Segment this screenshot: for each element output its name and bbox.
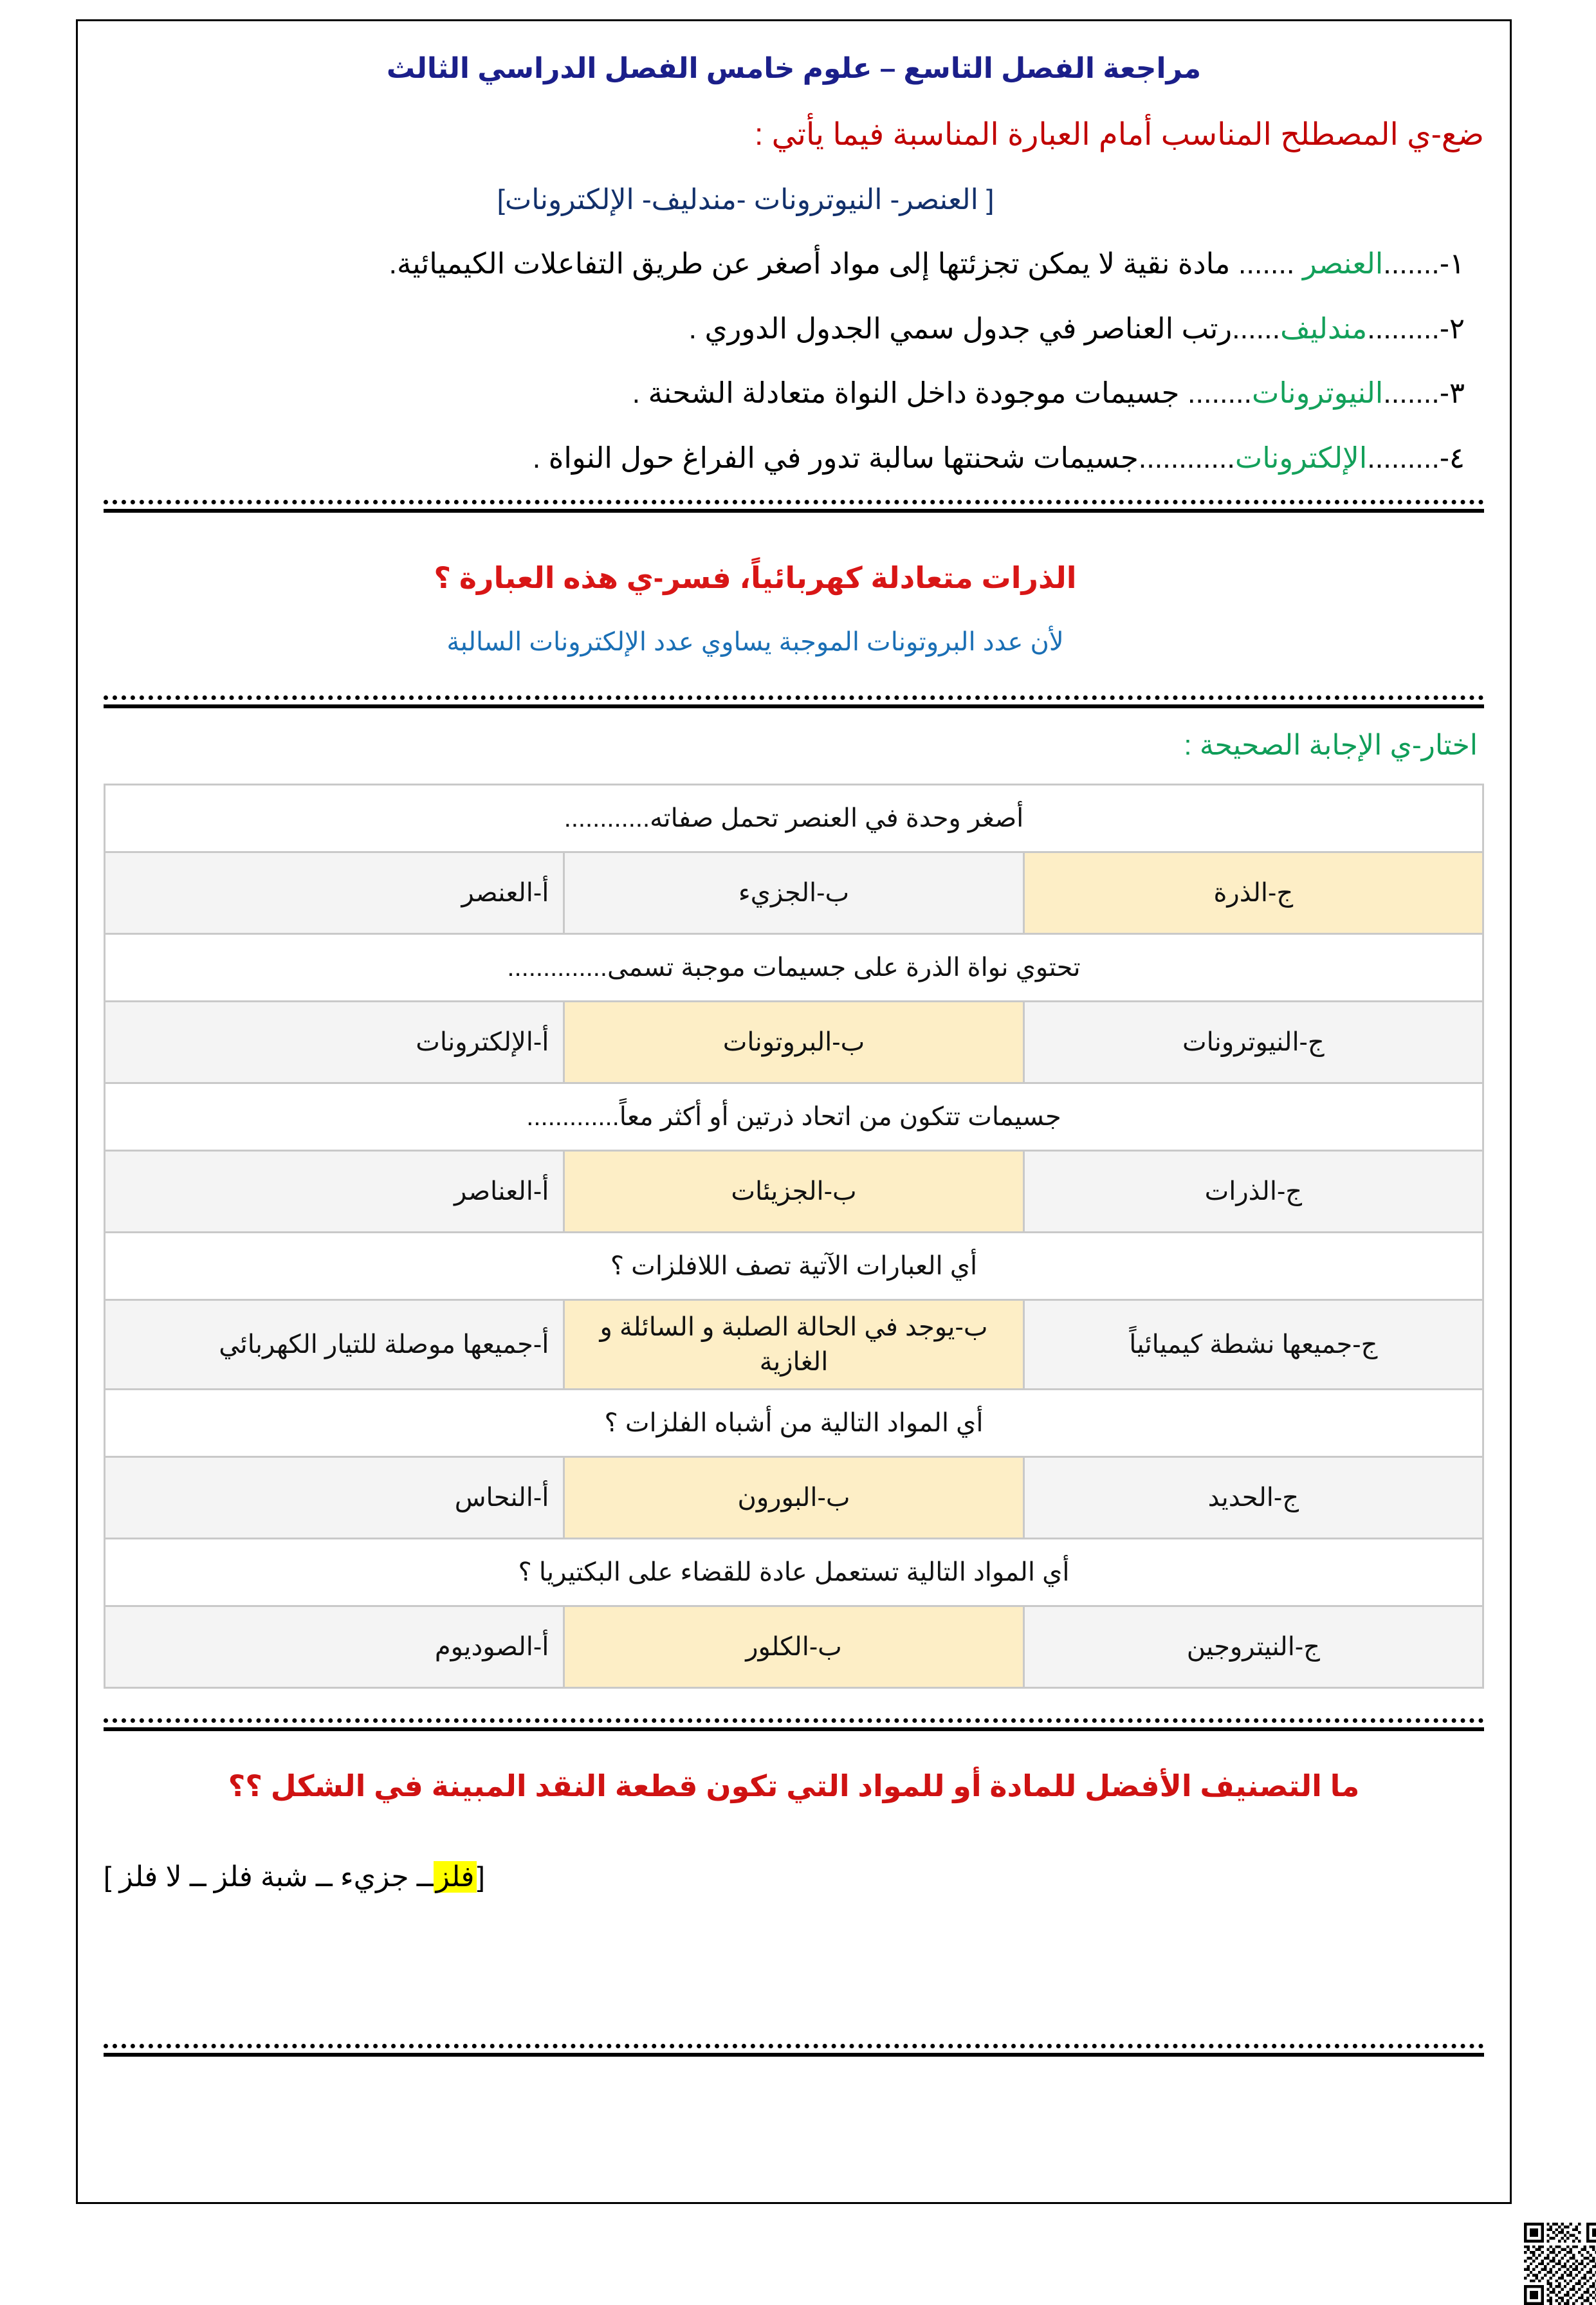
item-4-text: جسيمات شحنتها سالبة تدور في الفراغ حول النواة . <box>532 441 1139 475</box>
mcq-option-6-c[interactable]: ج-النيتروجين <box>1023 1606 1483 1687</box>
separator-4-solid <box>104 2053 1484 2057</box>
separator-1-solid <box>104 509 1484 513</box>
item-1-lead-dots: ....... <box>1383 246 1440 280</box>
item-1-number: ١- <box>1439 246 1465 280</box>
mcq-option-1-a[interactable]: أ-العنصر <box>105 852 564 933</box>
item-3-text: جسيمات موجودة داخل النواة متعادلة الشحنة . <box>632 376 1188 410</box>
section1-instruction: ضع-ي المصطلح المناسب أمام العبارة المناسبة فيما يأتي : <box>755 117 1484 152</box>
mcq-option-3-c[interactable]: ج-الذرات <box>1023 1150 1483 1232</box>
separator-4 <box>104 2044 1484 2058</box>
qr-code-icon <box>1524 2223 1596 2305</box>
mcq-option-3-a[interactable]: أ-العناصر <box>105 1150 564 1232</box>
item-4-answer: الإلكترونات <box>1234 441 1368 475</box>
table-row <box>105 1150 1483 1232</box>
final-choice-selected[interactable]: فلز <box>434 1861 477 1893</box>
item-4-number: ٤- <box>1439 441 1465 475</box>
mcq-option-5-a[interactable]: أ-النحاس <box>105 1456 564 1538</box>
final-choices-rest: ــ جزيء ــ شبة فلز ــ لا فلز ] <box>104 1861 434 1893</box>
mcq-option-5-c[interactable]: ج-الحديد <box>1023 1456 1483 1538</box>
explain-answer: لأن عدد البروتونات الموجبة يساوي عدد الإلكترونات السالبة <box>446 627 1064 656</box>
fill-blank-item-4 <box>104 439 1484 478</box>
word-bank: [ العنصر- النيوترونات -مندليف- الإلكترونات] <box>497 183 995 216</box>
item-2-answer: مندليف <box>1280 311 1368 345</box>
worksheet-page <box>76 19 1512 2204</box>
item-1-answer: العنصر <box>1302 246 1384 280</box>
final-choices-open: [ <box>477 1861 485 1893</box>
separator-1 <box>104 500 1484 514</box>
mcq-option-6-b[interactable]: ب-الكلور <box>564 1606 1023 1687</box>
separator-2-solid <box>104 704 1484 708</box>
item-3-answer: النيوترونات <box>1251 376 1384 410</box>
table-row <box>105 1456 1483 1538</box>
fill-blank-item-3 <box>104 374 1484 413</box>
item-3-lead-dots: ....... <box>1383 376 1440 410</box>
table-row <box>105 1538 1483 1606</box>
mcq-question-6: أي المواد التالية تستعمل عادة للقضاء على البكتيريا ؟ <box>105 1538 1483 1606</box>
mcq-question-2: تحتوي نواة الذرة على جسيمات موجبة تسمى.............. <box>105 933 1483 1001</box>
mcq-option-6-a[interactable]: أ-الصوديوم <box>105 1606 564 1687</box>
table-row <box>105 933 1483 1001</box>
separator-3-solid <box>104 1727 1484 1731</box>
item-1-trail-dots: ....... <box>1238 246 1303 280</box>
item-2-text: رتب العناصر في جدول سمي الجدول الدوري . <box>688 311 1233 345</box>
item-4-lead-dots: ......... <box>1367 441 1440 475</box>
table-row <box>105 1001 1483 1083</box>
mcq-option-1-c[interactable]: ج-الذرة <box>1023 852 1483 933</box>
choose-correct-answer-heading: اختار-ي الإجابة الصحيحة : <box>1184 729 1478 761</box>
mcq-question-5: أي المواد التالية من أشباه الفلزات ؟ <box>105 1389 1483 1456</box>
item-1-text: مادة نقية لا يمكن تجزئتها إلى مواد أصغر عن طريق التفاعلات الكيميائية. <box>389 246 1231 280</box>
page-inner <box>104 21 1484 2202</box>
fill-blank-item-1 <box>104 244 1484 284</box>
mcq-option-2-b[interactable]: ب-البروتونات <box>564 1001 1023 1083</box>
mcq-option-4-a[interactable]: أ-جميعها موصلة للتيار الكهربائي <box>105 1299 564 1389</box>
mcq-option-3-b[interactable]: ب-الجزيئات <box>564 1150 1023 1232</box>
table-row <box>105 1232 1483 1299</box>
item-4-trail-dots: ............ <box>1138 441 1235 475</box>
item-2-number: ٢- <box>1439 311 1465 345</box>
separator-3-dotted <box>104 1718 1484 1723</box>
separator-3 <box>104 1718 1484 1732</box>
mcq-question-3: جسيمات تتكون من اتحاد ذرتين أو أكثر معاً............. <box>105 1083 1483 1150</box>
mcq-question-1: أصغر وحدة في العنصر تحمل صفاته............ <box>105 784 1483 852</box>
multiple-choice-table <box>104 784 1484 1689</box>
final-answer-row <box>104 1829 1484 1925</box>
separator-2-dotted <box>104 695 1484 700</box>
mcq-option-4-b[interactable]: ب-يوجد في الحالة الصلبة و السائلة و الغازية <box>564 1299 1023 1389</box>
item-2-trail-dots: ...... <box>1232 311 1281 345</box>
table-row <box>105 784 1483 852</box>
page-title: مراجعة الفصل التاسع – علوم خامس الفصل الدراسي الثالث <box>386 53 1202 84</box>
table-row <box>105 852 1483 933</box>
mcq-option-2-a[interactable]: أ-الإلكترونات <box>105 1001 564 1083</box>
separator-2 <box>104 695 1484 710</box>
mcq-option-2-c[interactable]: ج-النيوترونات <box>1023 1001 1483 1083</box>
mcq-option-5-b[interactable]: ب-البورون <box>564 1456 1023 1538</box>
coin-figure <box>1000 1829 1596 1925</box>
separator-4-dotted <box>104 2044 1484 2048</box>
final-choices <box>104 1860 922 1893</box>
table-row <box>105 1389 1483 1456</box>
mcq-option-1-b[interactable]: ب-الجزيء <box>564 852 1023 933</box>
explain-question: الذرات متعادلة كهربائياً، فسر-ي هذه العبارة ؟ <box>434 560 1077 594</box>
bottom-spacer <box>104 1925 1484 2022</box>
item-3-trail-dots: ........ <box>1187 376 1252 410</box>
mcq-question-4: أي العبارات الآتية تصف اللافلزات ؟ <box>105 1232 1483 1299</box>
final-question: ما التصنيف الأفضل للمادة أو للمواد التي تكون قطعة النقد المبينة في الشكل ؟؟ <box>228 1768 1360 1803</box>
item-2-lead-dots: ......... <box>1367 311 1440 345</box>
mcq-option-4-c[interactable]: ج-جميعها نشطة كيميائياً <box>1023 1299 1483 1389</box>
item-3-number: ٣- <box>1439 376 1465 410</box>
separator-1-dotted <box>104 500 1484 504</box>
table-row <box>105 1606 1483 1687</box>
fill-blank-item-2 <box>104 309 1484 349</box>
table-row <box>105 1299 1483 1389</box>
table-row <box>105 1083 1483 1150</box>
